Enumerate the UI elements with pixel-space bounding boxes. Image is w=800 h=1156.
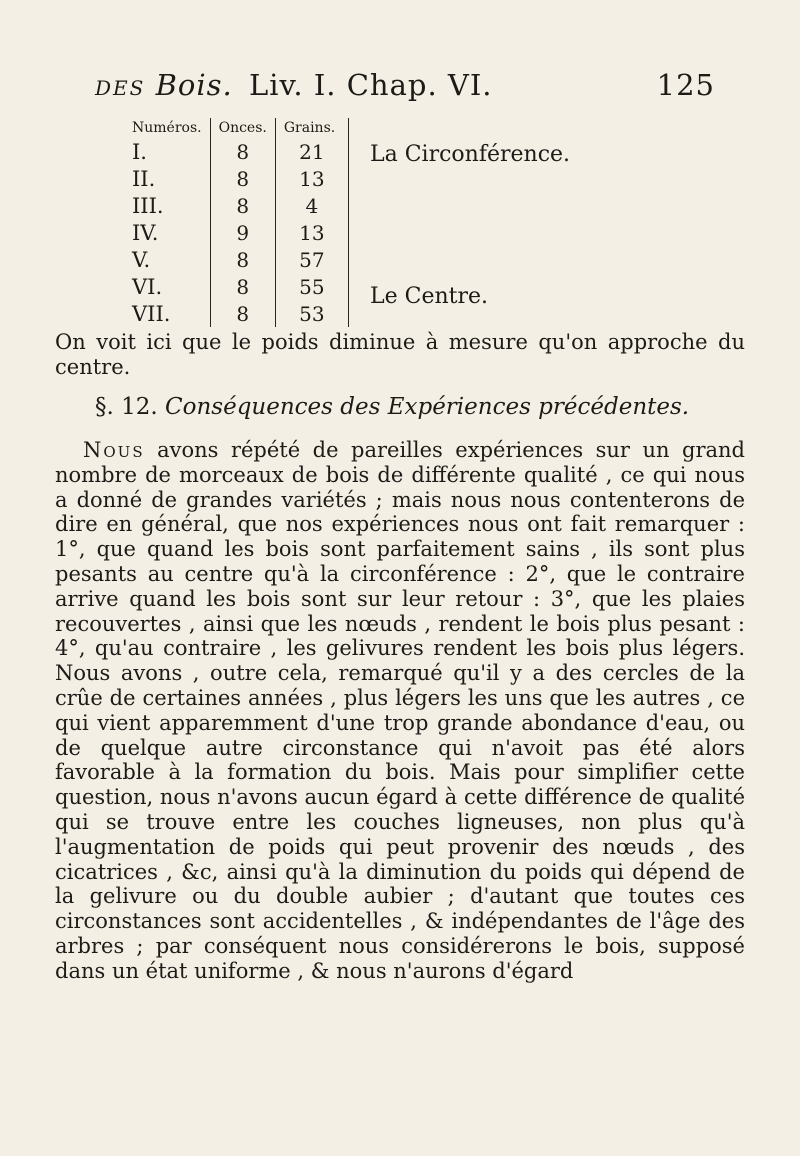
running-head-chapter: Liv. I. Chap. VI. (248, 68, 493, 102)
cell-onces: 8 (210, 246, 275, 273)
cell-numero: II. (132, 166, 156, 191)
label-circonference: La Circonférence. (370, 142, 571, 167)
section-number: §. 12. (95, 394, 158, 420)
cell-grains: 13 (275, 219, 348, 246)
cell-grains: 55 (275, 273, 348, 300)
table-row (124, 246, 348, 273)
cell-grains: 13 (275, 165, 348, 192)
cell-grains: 53 (275, 300, 348, 327)
cell-numero: III. (132, 193, 164, 218)
cell-onces: 9 (210, 219, 275, 246)
running-head (95, 68, 715, 102)
cell-numero: V. (132, 247, 151, 272)
table-row (124, 273, 348, 300)
table-row (124, 219, 348, 246)
cell-onces: 8 (210, 138, 275, 165)
paragraph-first-word: Nous (83, 438, 145, 462)
section-heading (95, 394, 689, 420)
section-title: Conséquences des Expériences précédentes. (165, 394, 690, 420)
cell-numero: VI. (132, 274, 163, 299)
cell-onces: 8 (210, 165, 275, 192)
cell-grains: 57 (275, 246, 348, 273)
cell-grains: 21 (275, 138, 348, 165)
weights-table (124, 118, 349, 327)
paragraph-observation: On voit ici que le poids diminue à mesure qu'on approche du centre. (55, 330, 745, 379)
table-row (124, 138, 348, 165)
header-onces: Onces. (210, 118, 275, 138)
header-numeros: Numéros. (132, 120, 202, 136)
table-row (124, 165, 348, 192)
cell-grains: 4 (275, 192, 348, 219)
table-header-row (124, 118, 348, 138)
page-number: 125 (656, 68, 715, 102)
cell-numero: I. (132, 139, 147, 164)
paragraph-body (55, 438, 745, 984)
cell-onces: 8 (210, 192, 275, 219)
cell-numero: VII. (132, 301, 171, 326)
cell-numero: IV. (132, 220, 159, 245)
table-row (124, 300, 348, 327)
cell-onces: 8 (210, 273, 275, 300)
label-centre: Le Centre. (370, 284, 489, 309)
running-head-des: DES (95, 76, 146, 100)
table-row (124, 192, 348, 219)
header-grains: Grains. (275, 118, 348, 138)
cell-onces: 8 (210, 300, 275, 327)
paragraph-body-text: avons répété de pareilles expériences sur un grand nombre de morceaux de bois de différente qualité , ce qui nous a donné de grandes variétés ; mais nous nous contenterons de dire en général, que nos expériences nous ont fait remarquer : 1°, que quand les bois sont parfaitement sains , ils sont plus pesants au centre qu'à la circonférence : 2°, que le contraire arrive quand les bois sont sur leur retour : 3°, que les plaies recouvertes , ainsi que les nœuds , rendent le bois plus pesant : 4°, qu'au contraire , les gelivures rendent les bois plus légers. Nous avons , outre cela, remarqué qu'il y a des cercles de la crûe de certaines années , plus légers les uns que les autres , ce qui vient apparemment d'une trop grande abondance d'eau, ou de quelque autre circonstance qui n'avoit pas été alors favorable à la formation du bois. Mais pour simplifier cette question, nous n'avons aucun égard à cette différence de qualité qui se trouve entre les couches ligneuses, non plus qu'à l'augmentation de poids qui peut provenir des nœuds , des cicatrices , &c, ainsi qu'à la diminution du poids qui dépend de la gelivure ou du double aubier ; d'autant que toutes ces circonstances sont accidentelles , & indépendantes de l'âge des arbres ; par conséquent nous considérerons le bois, supposé dans un état uniforme , & nous n'aurons d'égard (55, 438, 745, 983)
running-head-bois: Bois. (155, 68, 233, 102)
